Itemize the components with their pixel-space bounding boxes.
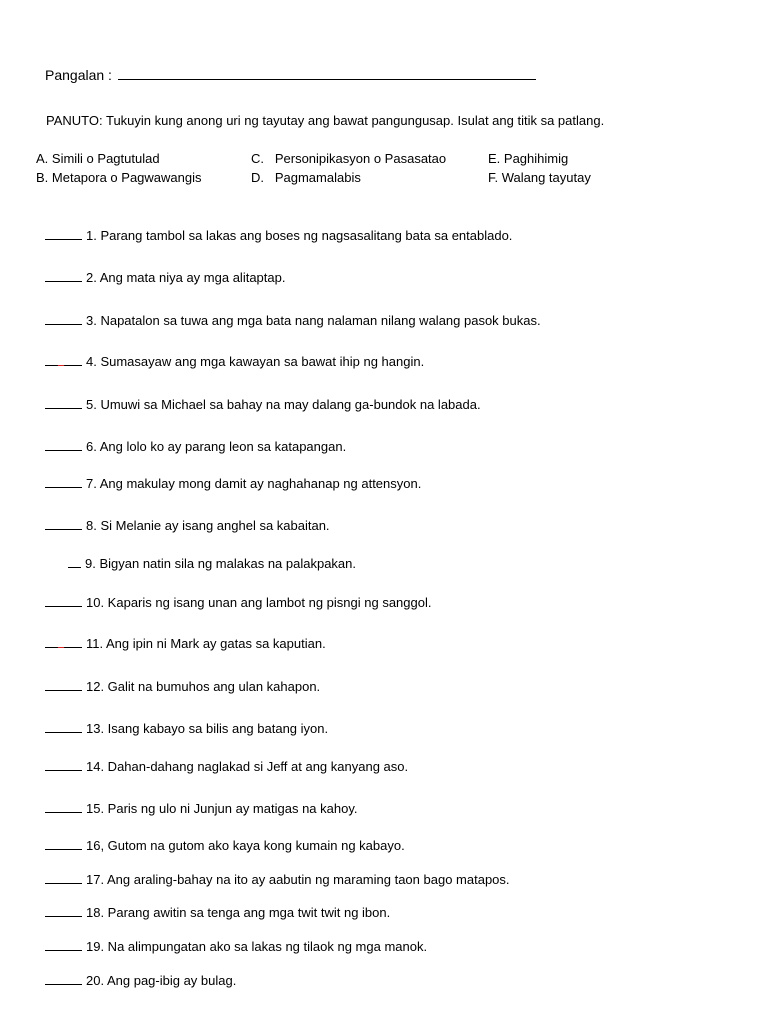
answer-blank[interactable] (45, 722, 82, 733)
list-item (45, 439, 346, 454)
answer-blank[interactable] (45, 873, 82, 884)
item-text: 6. Ang lolo ko ay parang leon sa katapangan. (86, 439, 347, 454)
answer-blank[interactable] (45, 802, 82, 813)
red-mark (58, 647, 64, 648)
item-text: 10. Kaparis ng isang unan ang lambot ng pisngi ng sanggol. (86, 595, 432, 610)
item-text: 4. Sumasayaw ang mga kawayan sa bawat ihip ng hangin. (86, 354, 425, 369)
list-item (45, 476, 421, 491)
answer-blank[interactable] (68, 557, 81, 568)
list-item (45, 595, 431, 610)
answer-blank[interactable] (45, 477, 82, 488)
list-item (45, 872, 510, 887)
answer-blank[interactable] (45, 637, 82, 648)
item-text: 3. Napatalon sa tuwa ang mga bata nang nalaman nilang walang pasok bukas. (86, 313, 541, 328)
instruction (46, 113, 604, 128)
answer-blank[interactable] (45, 839, 82, 850)
item-text: 7. Ang makulay mong damit ay naghahanap ng attensyon. (86, 476, 422, 491)
list-item (45, 905, 390, 920)
item-text: 17. Ang araling-bahay na ito ay aabutin ng maraming taon bago matapos. (86, 872, 510, 887)
instruction-label: PANUTO: (46, 113, 103, 128)
choice-c (251, 151, 446, 166)
item-text: 14. Dahan-dahang naglakad si Jeff at ang kanyang aso. (86, 759, 409, 774)
list-item (45, 759, 408, 774)
choice-b: B. Metapora o Pagwawangis (36, 170, 202, 185)
list-item (45, 397, 481, 412)
item-text: 13. Isang kabayo sa bilis ang batang iyon. (86, 721, 329, 736)
list-item (45, 518, 330, 533)
item-text: 11. Ang ipin ni Mark ay gatas sa kaputian. (86, 636, 326, 651)
choice-a: A. Simili o Pagtutulad (36, 151, 160, 166)
list-item (45, 354, 424, 369)
answer-blank[interactable] (45, 519, 82, 530)
list-item (68, 556, 356, 571)
choice-f: F. Walang tayutay (488, 170, 591, 185)
item-text: 2. Ang mata niya ay mga alitaptap. (86, 270, 286, 285)
name-field[interactable] (118, 67, 536, 80)
answer-blank[interactable] (45, 760, 82, 771)
list-item (45, 801, 357, 816)
answer-blank[interactable] (45, 596, 82, 607)
choice-e: E. Paghihimig (488, 151, 569, 166)
answer-blank[interactable] (45, 440, 82, 451)
item-text: 15. Paris ng ulo ni Junjun ay matigas na kahoy. (86, 801, 358, 816)
choice-d-text: Pagmamalabis (274, 170, 361, 185)
choice-d (251, 170, 361, 185)
answer-blank[interactable] (45, 680, 82, 691)
name-row (45, 67, 536, 85)
answer-blank[interactable] (45, 355, 82, 366)
item-text: 8. Si Melanie ay isang anghel sa kabaitan. (86, 518, 330, 533)
list-item (45, 228, 512, 243)
name-label: Pangalan : (45, 67, 112, 83)
item-text: 1. Parang tambol sa lakas ang boses ng nagsasalitang bata sa entablado. (86, 228, 513, 243)
answer-blank[interactable] (45, 314, 82, 325)
item-text: 12. Galit na bumuhos ang ulan kahapon. (86, 679, 321, 694)
list-item (45, 939, 427, 954)
answer-blank[interactable] (45, 906, 82, 917)
choice-c-text: Personipikasyon o Pasasatao (274, 151, 447, 166)
red-mark (58, 365, 64, 366)
item-text: 16, Gutom na gutom ako kaya kong kumain ng kabayo. (86, 838, 405, 853)
item-text: 9. Bigyan natin sila ng malakas na palakpakan. (85, 556, 357, 571)
answer-blank[interactable] (45, 271, 82, 282)
item-text: 19. Na alimpungatan ako sa lakas ng tilaok ng mga manok. (86, 939, 428, 954)
answer-blank[interactable] (45, 229, 82, 240)
item-text: 18. Parang awitin sa tenga ang mga twit twit ng ibon. (86, 905, 391, 920)
list-item (45, 838, 405, 853)
choice-c-letter: C. (251, 151, 264, 166)
answer-blank[interactable] (45, 398, 82, 409)
list-item (45, 313, 541, 328)
list-item (45, 636, 326, 651)
choice-d-letter: D. (251, 170, 264, 185)
item-text: 5. Umuwi sa Michael sa bahay na may dalang ga-bundok na labada. (86, 397, 481, 412)
list-item (45, 721, 328, 736)
answer-blank[interactable] (45, 974, 82, 985)
list-item (45, 679, 320, 694)
list-item (45, 973, 236, 988)
instruction-text: Tukuyin kung anong uri ng tayutay ang bawat pangungusap. Isulat ang titik sa patlang. (105, 113, 605, 128)
item-text: 20. Ang pag-ibig ay bulag. (86, 973, 237, 988)
answer-blank[interactable] (45, 940, 82, 951)
list-item (45, 270, 285, 285)
